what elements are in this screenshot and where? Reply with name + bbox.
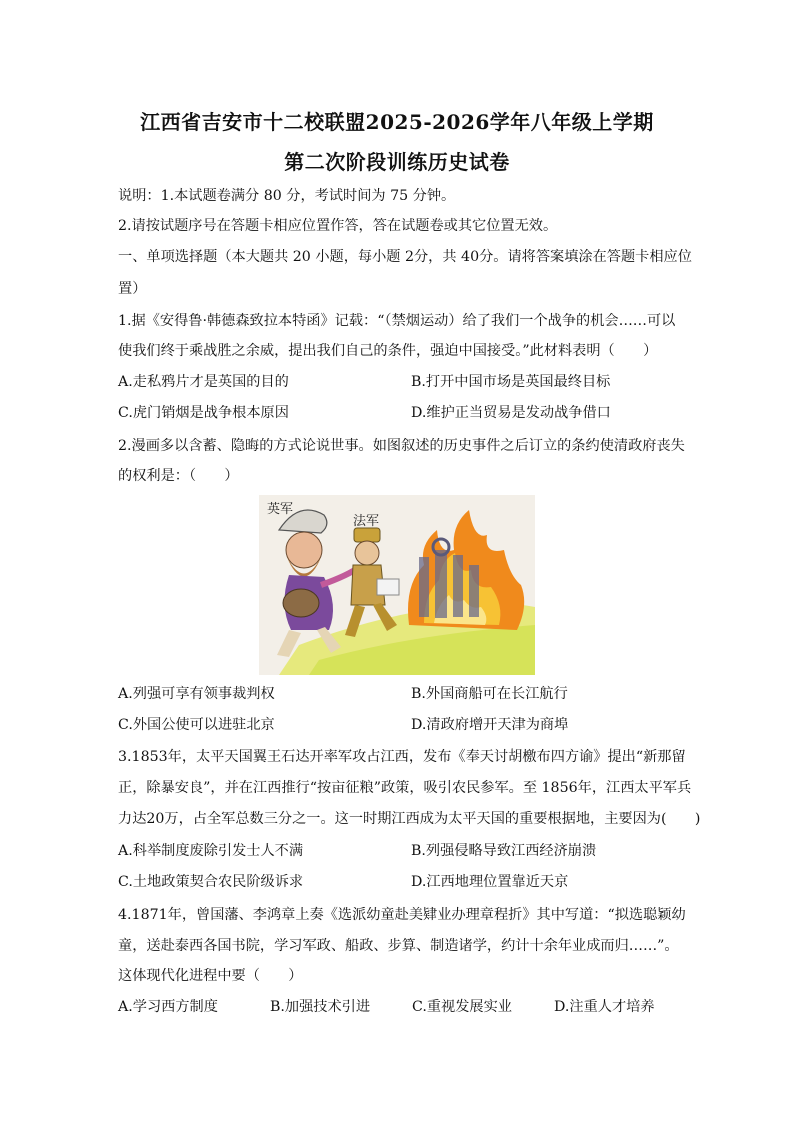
q3-option-b: B.列强侵略导致江西经济崩溃 bbox=[411, 843, 597, 859]
q2-option-d: D.清政府增开天津为商埠 bbox=[411, 717, 569, 733]
cartoon-label-french: 法军 bbox=[353, 514, 380, 529]
q3-option-c: C.土地政策契合农民阶级诉求 bbox=[118, 874, 304, 890]
q2-stem-line2: 的权利是：（ ） bbox=[118, 468, 239, 484]
q1-stem-line1: 1.据《安得鲁·韩德森致拉本特函》记载：“（禁烟运动）给了我们一个战争的机会……可以 bbox=[118, 313, 676, 329]
q3-stem-line2: 正，除暴安良”，并在江西推行“按亩征粮”政策，吸引农民参军。至 1856年，江西太平军兵 bbox=[118, 780, 692, 796]
q4-stem-line3: 这体现代化进程中要（ ） bbox=[118, 968, 303, 984]
cartoon-label-british: 英军 bbox=[267, 502, 294, 517]
note-1: 说明：1.本试题卷满分 80 分，考试时间为 75 分钟。 bbox=[118, 188, 456, 204]
section-heading-line1: 一、单项选择题（本大题共 20 小题，每小题 2分，共 40分。请将答案填涂在答题卡相应位 bbox=[118, 249, 692, 265]
q2-stem-line1: 2.漫画多以含蓄、隐晦的方式论说世事。如图叙述的历史事件之后订立的条约使清政府丧失 bbox=[118, 438, 685, 454]
q4-stem-line2: 童，送赴泰西各国书院，学习军政、船政、步算、制造诸学，约计十余年业成而归……”。 bbox=[118, 938, 679, 954]
q3-stem-line1: 3.1853年，太平天国翼王石达开率军攻占江西，发布《奉天讨胡檄布四方谕》提出“新那留 bbox=[118, 749, 686, 765]
q4-option-a: A.学习西方制度 bbox=[118, 999, 218, 1015]
q3-option-a: A.科举制度废除引发士人不满 bbox=[118, 843, 304, 859]
section-heading-line2: 置） bbox=[118, 281, 147, 297]
q2-option-a: A.列强可享有领事裁判权 bbox=[118, 686, 275, 702]
q1-option-c: C.虎门销烟是战争根本原因 bbox=[118, 405, 289, 421]
q1-option-b: B.打开中国市场是英国最终目标 bbox=[411, 374, 611, 390]
q2-option-c: C.外国公使可以进驻北京 bbox=[118, 717, 275, 733]
q4-option-c: C.重视发展实业 bbox=[412, 999, 512, 1015]
q4-option-d: D.注重人才培养 bbox=[554, 999, 655, 1015]
exam-title-line2: 第二次阶段训练历史试卷 bbox=[284, 150, 510, 174]
exam-title-line1: 江西省吉安市十二校联盟2025-2026学年八年级上学期 bbox=[140, 110, 654, 134]
q1-option-a: A.走私鸦片才是英国的目的 bbox=[118, 374, 289, 390]
q3-option-d: D.江西地理位置靠近天京 bbox=[411, 874, 569, 890]
q3-stem-line3: 力达20万，占全军总数三分之一。这一时期江西成为太平天国的重要根据地，主要因为( ) bbox=[118, 811, 701, 827]
q1-option-d: D.维护正当贸易是发动战争借口 bbox=[411, 405, 611, 421]
q4-stem-line1: 4.1871年，曾国藩、李鸿章上奏《选派幼童赴美肄业办理章程折》其中写道：“拟选聪颖幼 bbox=[118, 907, 686, 923]
cartoon-image bbox=[259, 495, 535, 675]
q2-option-b: B.外国商船可在长江航行 bbox=[411, 686, 568, 702]
note-2: 2.请按试题序号在答题卡相应位置作答，答在试题卷或其它位置无效。 bbox=[118, 218, 558, 234]
q4-option-b: B.加强技术引进 bbox=[270, 999, 371, 1015]
q1-stem-line2: 使我们终于乘战胜之余威，提出我们自己的条件，强迫中国接受。”此材料表明（ ） bbox=[118, 343, 658, 359]
